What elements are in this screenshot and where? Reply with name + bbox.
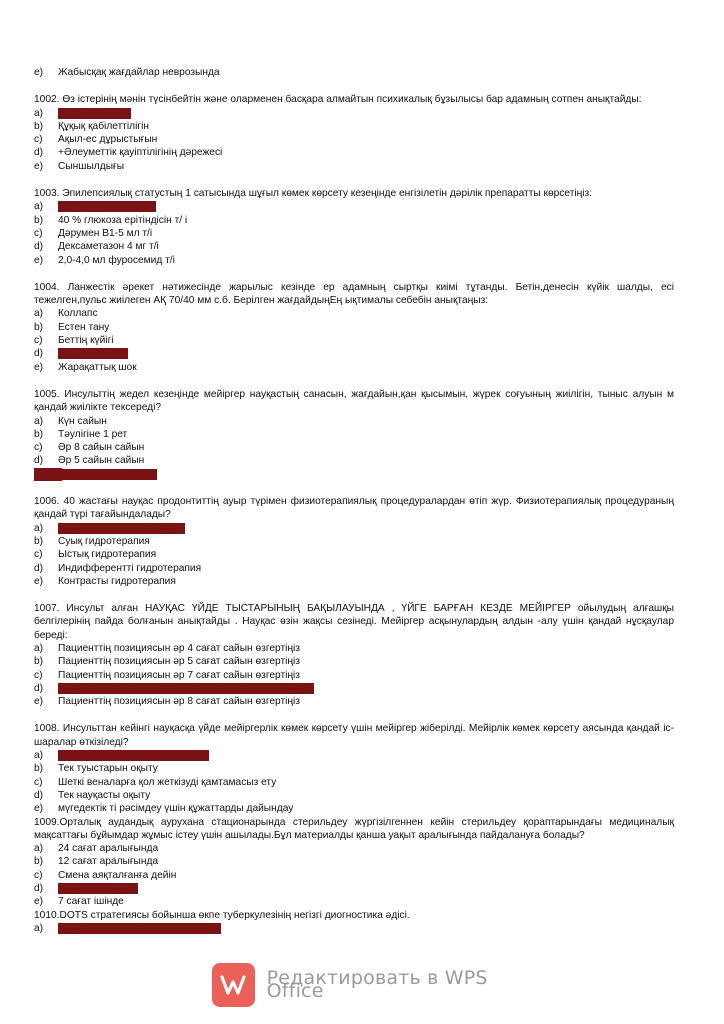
option-text: Дәрумен В1-5 мл т/і [58,227,153,239]
option-text: Шеткі веналарға қол жеткізуді қамтамасыз ету [58,776,277,788]
option-text: Пациенттің позициясын әр 5 сағат сайын өзгертіңіз [58,656,300,668]
option-text: Коллапс [58,308,98,320]
option-letter: d) [34,455,44,467]
option-row [34,66,674,79]
option-row [34,240,674,253]
option-letter: d) [34,147,44,159]
document-page [34,66,674,935]
option-text-wrap [58,107,674,120]
highlighted-answer: +0,5% диазепам т/і [58,201,156,212]
option-text-wrap [58,522,674,535]
option-row [34,682,674,695]
option-text-wrap [58,334,674,347]
option-letter: c) [34,669,43,681]
option-text-wrap [58,789,674,802]
option-letter: c) [34,335,43,347]
option-letter: a) [34,922,44,934]
option-row [34,441,674,454]
option-text-wrap [58,895,674,908]
option-letter: b) [34,120,44,132]
option-letter: a) [34,201,44,213]
question-text: 1006. 40 жастағы науқас продонтиттің ауыр түрімен физиотерапиялық процедуралардан өтіп жүр. Физиотерапиялық процедураның қандай түрі тағайындалады? [34,496,674,521]
option-row [34,895,674,908]
option-letter: a) [34,415,44,427]
option-letter: d) [34,883,44,895]
option-text: Әр 8 сайын сайын [58,442,145,454]
option-letter: e) [34,803,44,815]
option-row [34,107,674,120]
option-text-wrap [58,160,674,173]
highlighted-answer: +Қақырықтың бактериоскопиясы [58,923,221,934]
option-letter: e) [34,696,44,708]
option-row [34,133,674,146]
option-row [34,214,674,227]
option-text: Смена аяқталғанға дейін [58,869,177,881]
option-row [34,749,674,762]
option-text: 40 % глюкоза ерітіндісін т/ і [58,214,188,226]
option-letter: c) [34,227,43,239]
option-row [34,695,674,708]
option-letter: b) [34,214,44,226]
option-text-wrap [58,842,674,855]
option-row [34,922,674,935]
question-text: 1004. Ланжестік әрекет нәтижесінде жарылыс кезінде ер адамның сыртқы киімі тұтанды. Бетін,денесін күйік шалды, есі тежелген,пульс жиілеген АҚ 70/40 мм с.б. Берілген жағдайдыңЕң ықтималы себебін анықтаңыз: [34,281,674,307]
option-text: 7 сағат ішінде [58,896,124,908]
option-letter: e) [34,896,44,908]
highlighted-answer: +Күйіктік шок [58,348,128,359]
question-block [34,495,674,588]
option-letter: e) [34,575,44,587]
wps-logo-icon [212,963,255,1007]
question-text: 1002. Өз істерінің мәнін түсінбейтін және оларменен басқара алмайтын психикалық бұзылысы бар адамның сотпен анықтайды: [34,94,642,106]
option-row [34,762,674,775]
highlighted-answer: +Науқас пен туыстарын оқыту [58,750,209,761]
question-block [34,816,674,909]
option-text: Беттің күйігі [58,335,114,347]
option-row [34,307,674,320]
option-text: Тек науқасты оқыту [58,789,151,801]
option-row [34,548,674,561]
option-row [34,468,674,481]
option-text: Жабысқақ жағдайлар неврозында [58,67,220,78]
option-text-wrap [58,307,674,320]
option-letter: e) [34,67,44,78]
highlighted-answer: +Әрекетсіздігі [58,108,131,119]
option-text: 24 сағат аралығында [58,843,159,855]
option-letter: b) [34,428,44,440]
option-text-wrap [58,548,674,561]
option-letter: b) [34,856,44,868]
option-letter: b) [34,763,44,775]
option-text-wrap [58,321,674,334]
option-row [34,562,674,575]
option-text-wrap [58,240,674,253]
option-row [34,454,674,467]
option-text-wrap [58,415,674,428]
option-text-wrap [58,642,674,655]
option-letter: e) [34,468,62,481]
option-text: Құқық қабілеттілігін [58,120,149,132]
option-text-wrap [58,200,674,213]
question-block [34,602,674,708]
option-letter: c) [34,869,43,881]
option-text: Пациенттің позициясын әр 8 сағат сайын өзгертіңіз [58,696,300,708]
option-text-wrap [58,882,674,895]
option-letter: d) [34,241,44,253]
option-letter: d) [34,789,44,801]
option-letter: d) [34,348,44,360]
option-letter: e) [34,361,44,373]
option-text: Күн сайын [58,415,107,427]
highlighted-answer: +Импульсті гидромассаж [58,523,185,534]
option-row [34,334,674,347]
highlighted-answer: +Әр 2 сағат сайын [62,469,157,480]
option-row [34,655,674,668]
option-text-wrap [58,214,674,227]
option-letter: d) [34,682,44,694]
option-text: +Әлеуметтік қауіптілігінің дәрежесі [58,147,223,159]
question-block [34,722,674,815]
option-row [34,347,674,360]
option-text-wrap [58,749,674,762]
option-letter: b) [34,321,44,333]
option-row [34,575,674,588]
option-row [34,361,674,374]
highlighted-answer: +6 сағат ішінде [58,883,138,894]
question-text: 1009.Орталық аудандық аурухана стационарында стерильдеу жүргізілгеннен кейін стерильдеу қораптарындағы медициналық мақсаттағы бұйымдар жұмыс істеу үшін ашылады.Бұл материалды қанша уақыт аралығында пайдалануға болады? [34,816,674,841]
watermark-text: Редактировать в WPS Office [266,966,488,1002]
option-letter: c) [34,134,43,146]
question-block [34,93,674,173]
option-text-wrap [58,655,674,668]
option-text-wrap [58,869,674,882]
option-text: 12 сағат аралығында [58,856,159,868]
option-text: Пациенттің позициясын әр 4 сағат сайын өзгертіңіз [58,642,300,654]
option-row [34,802,674,815]
option-text-wrap [58,695,674,708]
option-text: Дексаметазон 4 мг т/і [58,241,159,253]
option-text: Жарақаттық шок [58,361,137,373]
option-letter: c) [34,776,43,788]
option-letter: a) [34,308,44,320]
option-text-wrap [58,669,674,682]
option-text: Сыншылдығы [58,160,125,172]
option-text-wrap [58,535,674,548]
option-text: Ыстық гидротерапия [58,549,157,561]
option-row [34,160,674,173]
option-row [34,855,674,868]
option-text: Пациенттің позициясын әр 7 сағат сайын өзгертіңіз [58,669,300,681]
option-letter: a) [34,522,44,534]
question-text: 1007. Инсульт алған НАУҚАС ҮЙДЕ ТЫСТАРЫНЫҢ БАҚЫЛАУЫНДА , ҮЙГЕ БАРҒАН КЕЗДЕ МЕЙІРГЕР ойылудың алғашқы белгілерінің пайда болғанын анықтайды . Науқас өзін жақсы сезінеді. Мейіргер асқынулардың алдын -алу үшін қандай нұсқаулар береді: [34,603,674,641]
option-text-wrap [58,562,674,575]
previous-question-tail [34,66,674,79]
question-block [34,388,674,481]
question-text: 1010.DOTS стратегиясы бойынша өкпе туберкулезінің негізгі диогностика әдісі. [34,909,410,921]
option-row [34,842,674,855]
option-text: Ақыл-ес дұрыстығын [58,134,158,146]
option-text-wrap [58,441,674,454]
option-row [34,200,674,213]
option-text-wrap [58,762,674,775]
option-row [34,227,674,240]
option-text: 2,0-4,0 мл фуросемид т/і [58,254,175,266]
option-text-wrap [58,120,674,133]
option-text: Контрасты гидротерапия [58,575,176,587]
option-row [34,669,674,682]
option-letter: b) [34,656,44,668]
option-text: Әр 5 сайын сайын [58,455,145,467]
option-row [34,535,674,548]
option-letter: d) [34,562,44,574]
option-text: Естен тану [58,321,110,333]
option-row [34,120,674,133]
option-text: Индифферентті гидротерапия [58,562,202,574]
option-row [34,869,674,882]
option-row [34,254,674,267]
option-letter: a) [34,642,44,654]
option-text-wrap [58,802,674,815]
highlighted-answer: +Пациенттің позициясын әр 2 сағат сайын өзгертіңіз [58,683,314,694]
question-block [34,909,674,936]
option-row [34,789,674,802]
option-letter: a) [34,843,44,855]
option-text-wrap [58,133,674,146]
wps-watermark[interactable] [212,962,542,1008]
option-row [34,522,674,535]
option-row [34,776,674,789]
option-letter: c) [34,549,43,561]
question-list [34,93,674,935]
option-text-wrap [58,146,674,159]
option-letter: b) [34,535,44,547]
option-letter: a) [34,107,44,119]
option-letter: c) [34,442,43,454]
option-row [34,642,674,655]
option-letter: e) [34,254,44,266]
option-row [34,882,674,895]
option-row [34,415,674,428]
option-text-wrap [58,361,674,374]
option-text-wrap [58,454,674,467]
option-row [34,428,674,441]
option-text-wrap [58,428,674,441]
option-text-wrap [58,776,674,789]
option-letter: a) [34,750,44,762]
option-text: Суық гидротерапия [58,535,150,547]
option-text-wrap [58,855,674,868]
question-text: 1008. Инсульттан кейінгі науқасқа үйде мейіргерлік көмек көрсету үшін мейіргер жіберілді. Мейірлік көмек көрсету аясында қандай іс-шаралар өткізіледі? [34,723,674,748]
option-text: Тек туыстарын оқыту [58,763,158,775]
option-text-wrap [58,347,674,360]
question-text: 1003. Эпилепсиялық статустың 1 сатысында шұғыл көмек көрсету кезеңінде енгізілетін дәрілік препаратты көрсетіңіз: [34,188,593,200]
option-row [34,321,674,334]
option-text-wrap [58,575,674,588]
option-text: мүгедектік ті рәсімдеу үшін құжаттарды дайындау [58,803,294,815]
option-text-wrap [58,922,674,935]
option-text-wrap [62,468,674,481]
question-block [34,187,674,267]
question-block [34,281,674,374]
option-text-wrap [58,227,674,240]
option-text: Тәулігіне 1 рет [58,428,128,440]
option-text-wrap [58,682,674,695]
option-text-wrap [58,254,674,267]
option-letter: e) [34,160,44,172]
option-row [34,146,674,159]
question-text: 1005. Инсульттің жедел кезеңінде мейіргер науқастың санасын, жағдайын,қан қысымын, жүрек соғуының жиілігін, тыныс алуын м қандай жиілікте тексереді? [34,388,674,414]
